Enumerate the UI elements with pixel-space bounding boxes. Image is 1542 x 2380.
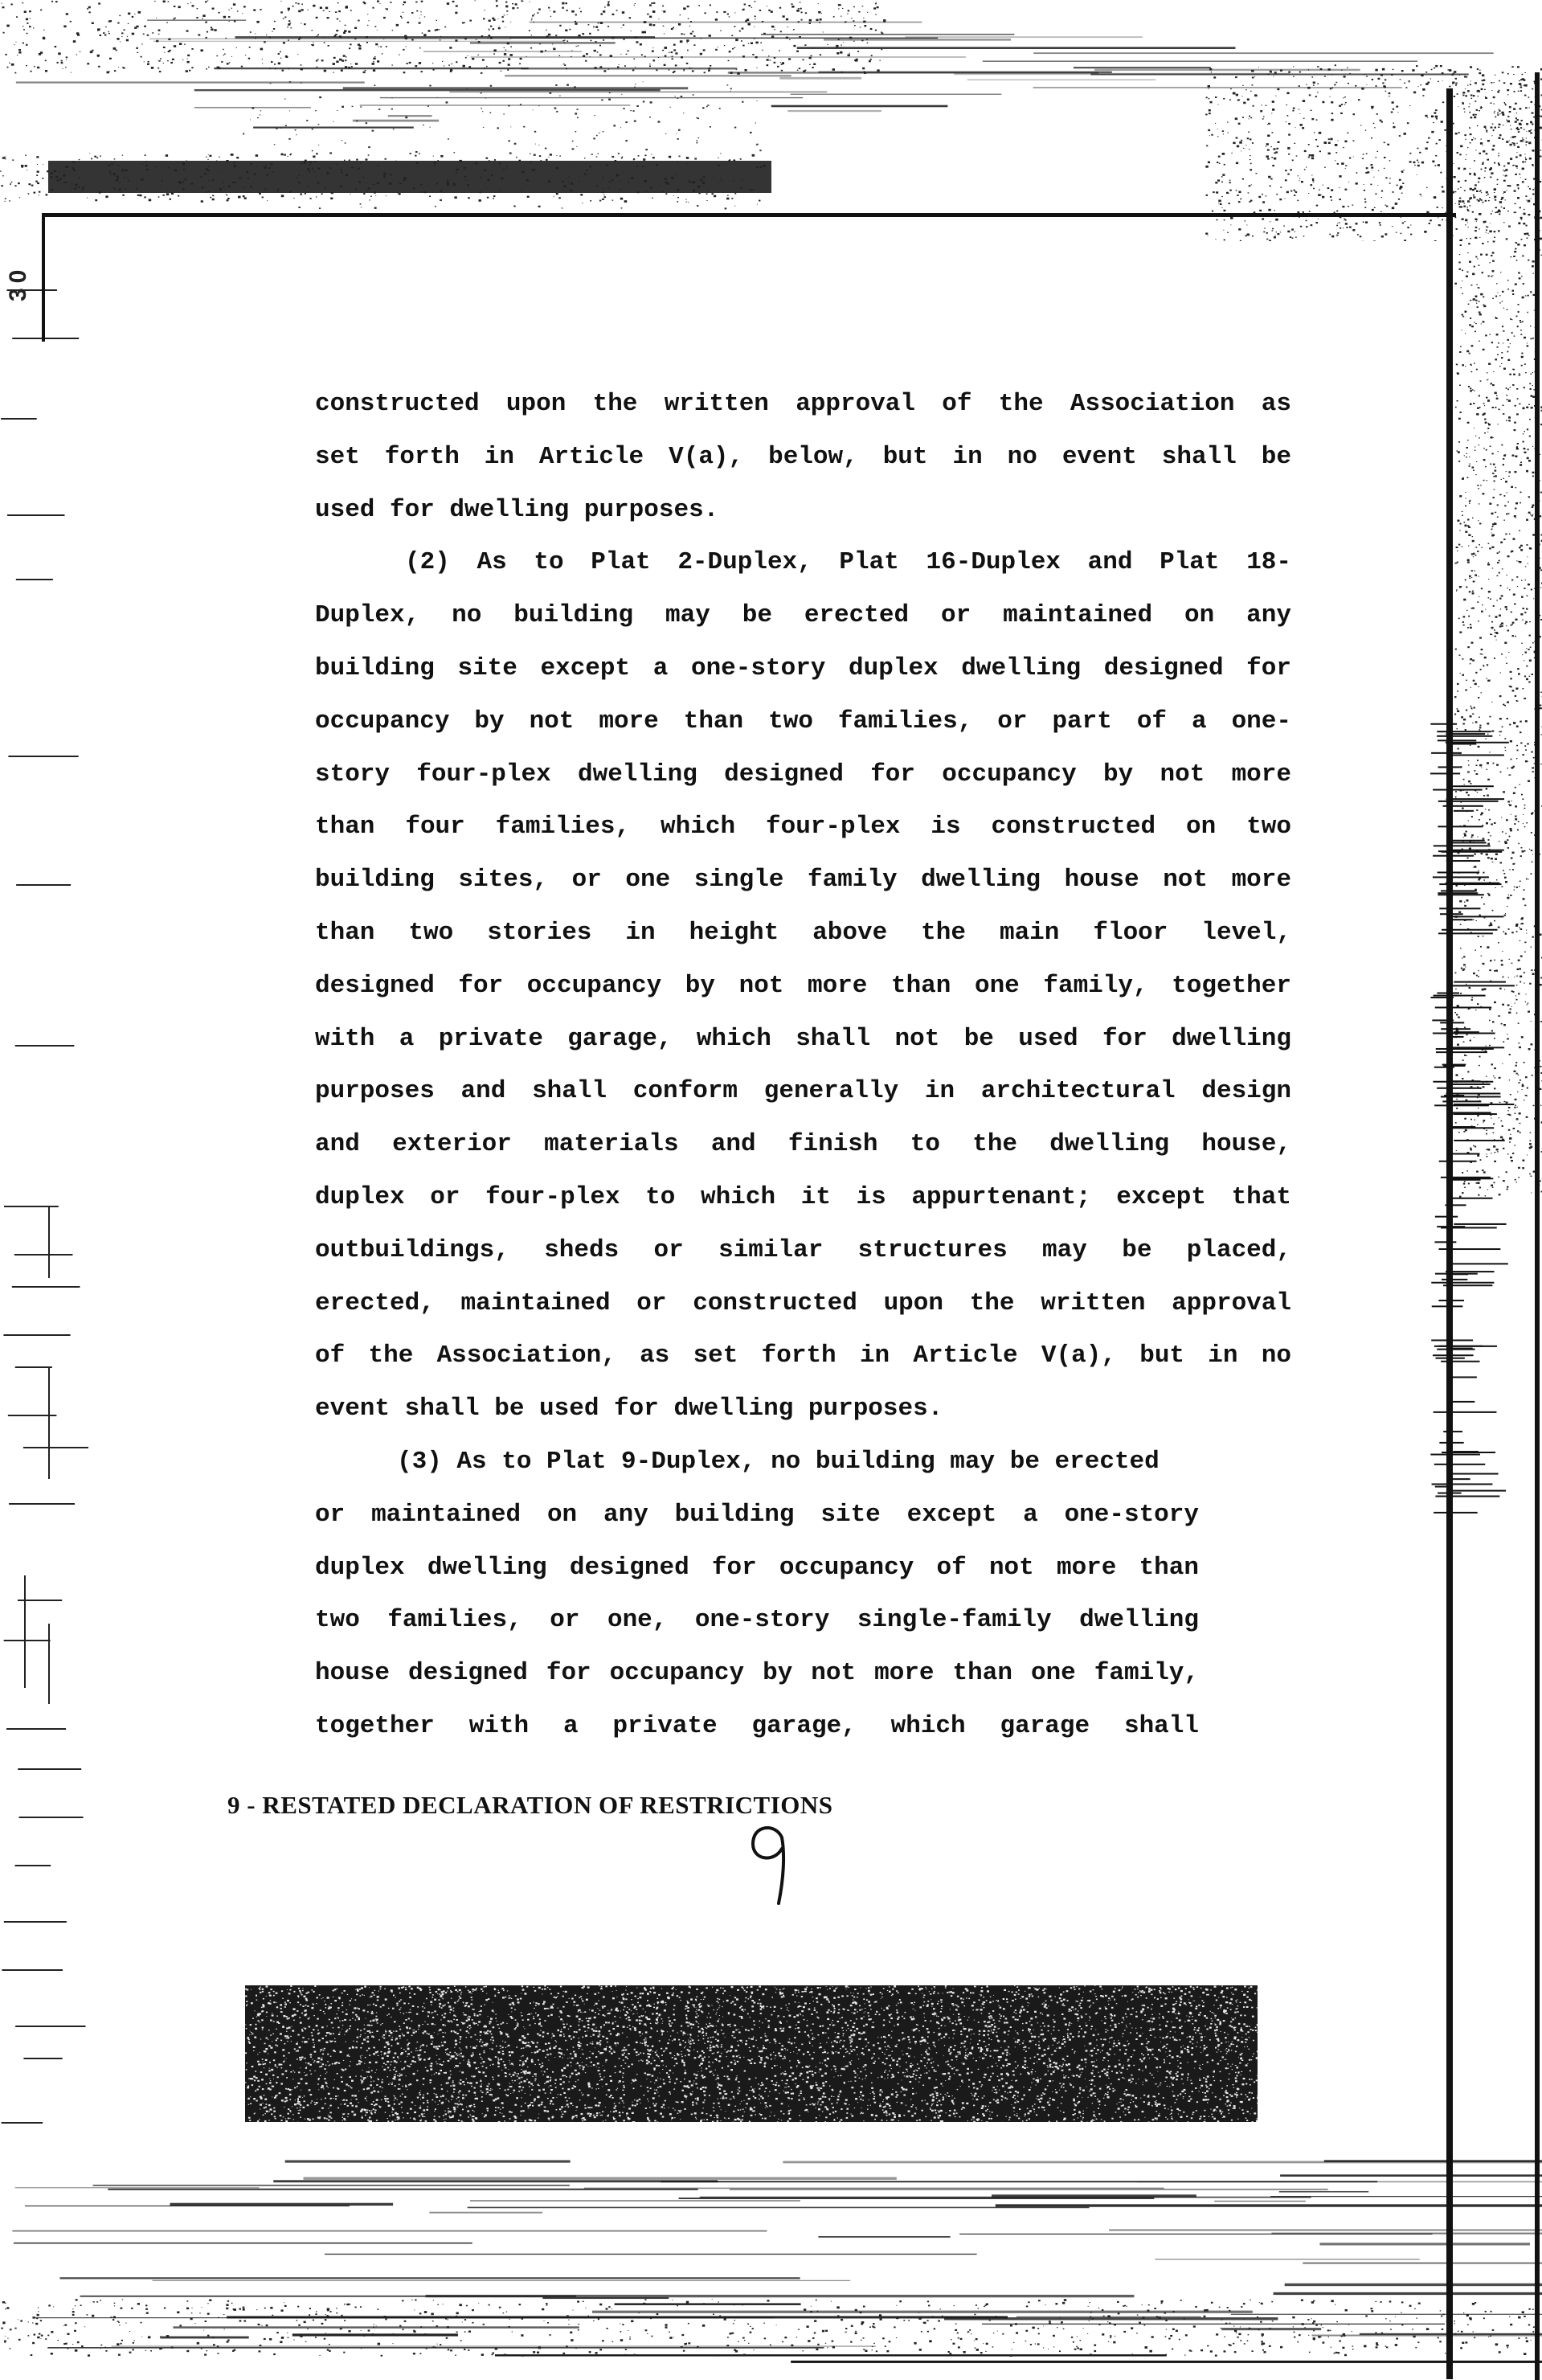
text-line: together with a private garage, which garage shall: [315, 1711, 1199, 1740]
text-line: building site except a one-story duplex dwelling designed for: [315, 653, 1291, 682]
text-line: set forth in Article V(a), below, but in no event shall be: [315, 442, 1291, 471]
margin-stamp: 30: [5, 264, 31, 301]
text-line: (2) As to Plat 2-Duplex, Plat 16-Duplex and Plat 18-: [405, 548, 1291, 577]
text-line: designed for occupancy by not more than one family, together: [315, 971, 1291, 1000]
text-line: or maintained on any building site except a one-story: [315, 1500, 1199, 1529]
text-line: of the Association, as set forth in Article V(a), but in no: [315, 1342, 1291, 1370]
text-line: purposes and shall conform generally in architectural design: [315, 1077, 1291, 1106]
text-line: and exterior materials and finish to the dwelling house,: [315, 1130, 1291, 1159]
text-line: two families, or one, one-story single-family dwelling: [315, 1606, 1199, 1635]
text-line: duplex dwelling designed for occupancy of not more than: [315, 1553, 1199, 1582]
text-line: erected, maintained or constructed upon the written approval: [315, 1288, 1291, 1317]
text-line: outbuildings, sheds or similar structures may be placed,: [315, 1235, 1291, 1264]
text-line: duplex or four-plex to which it is appurtenant; except that: [315, 1182, 1291, 1211]
text-line: Duplex, no building may be erected or maintained on any: [315, 601, 1291, 630]
text-line: house designed for occupancy by not more than one family,: [315, 1659, 1199, 1688]
page-footer: 9 - RESTATED DECLARATION OF RESTRICTIONS: [227, 1791, 833, 1819]
text-line: occupancy by not more than two families, or part of a one-: [315, 707, 1291, 735]
text-line: constructed upon the written approval of the Association as: [315, 390, 1291, 418]
text-line: used for dwelling purposes.: [315, 495, 719, 524]
text-line: with a private garage, which shall not be used for dwelling: [315, 1024, 1291, 1053]
text-line: than two stories in height above the main floor level,: [315, 918, 1291, 947]
text-line: event shall be used for dwelling purposes.: [315, 1395, 943, 1423]
text-line: building sites, or one single family dwelling house not more: [315, 866, 1291, 895]
text-line: than four families, which four-plex is constructed on two: [315, 813, 1291, 842]
text-line: story four-plex dwelling designed for occupancy by not more: [315, 760, 1291, 789]
text-line: (3) As to Plat 9-Duplex, no building may be erected: [397, 1447, 1160, 1476]
